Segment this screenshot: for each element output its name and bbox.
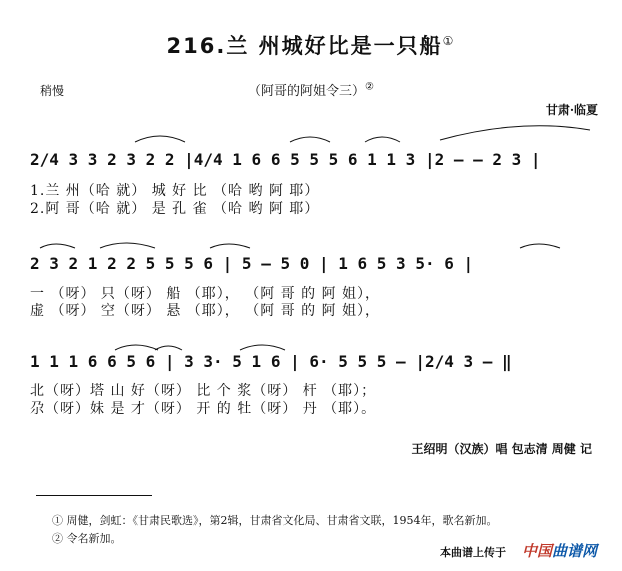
region-label: 甘肃·临夏	[545, 103, 598, 117]
lyric-3-verse-2: 尕（呀）妹 是 才（呀） 开 的 牡（呀） 丹 （耶）。	[30, 401, 377, 417]
performer-credit: 王绍明（汉族）唱 包志清 周健 记	[411, 442, 592, 456]
footnote-1: ① 周健，剑虹：《甘肃民歌选》，第2辑，甘肃省文化局、甘肃省文联，1954年，歌名新加。	[52, 514, 498, 527]
footnote-rule	[36, 495, 152, 496]
staff-line-1: 2/4 3 3 2 3 2 2 |4/4 1 6 6 5 5 5 6 1 1 3 |2 – – 2 3 |	[30, 150, 541, 169]
tempo-marking: 稍慢	[40, 84, 65, 98]
lyric-1-verse-2: 2.阿 哥（哈 就） 是 孔 雀 （哈 哟 阿 耶）	[30, 201, 320, 217]
upload-note: 本曲谱上传于	[440, 546, 506, 559]
site-logo[interactable]: 中国曲谱网	[522, 542, 598, 560]
footnote-2: ② 令名新加。	[52, 532, 122, 545]
lyric-2-verse-2: 虚 （呀） 空（呀） 悬 （耶）， （阿 哥 的 阿 姐），	[30, 303, 381, 319]
staff-line-2: 2 3 2 1 2 2 5 5 5 6 | 5 – 5 0 | 1 6 5 3 5· 6 |	[30, 254, 474, 273]
song-title: 216.兰 州城好比是一只船①	[166, 34, 456, 58]
staff-line-3: 1 1 1 6 6 5 6 | 3 3· 5 1 6 | 6· 5 5 5 – |2/4 3 – ‖	[30, 352, 512, 371]
lyric-2-verse-1: 一 （呀） 只（呀） 船 （耶）， （阿 哥 的 阿 姐），	[30, 286, 381, 302]
song-subtitle: （阿哥的阿姐令三）②	[248, 81, 374, 99]
lyric-3-verse-1: 北（呀）塔 山 好（呀） 比 个 浆（呀） 杆 （耶）；	[30, 383, 377, 399]
lyric-1-verse-1: 1.兰 州（哈 就） 城 好 比 （哈 哟 阿 耶）	[30, 183, 320, 199]
